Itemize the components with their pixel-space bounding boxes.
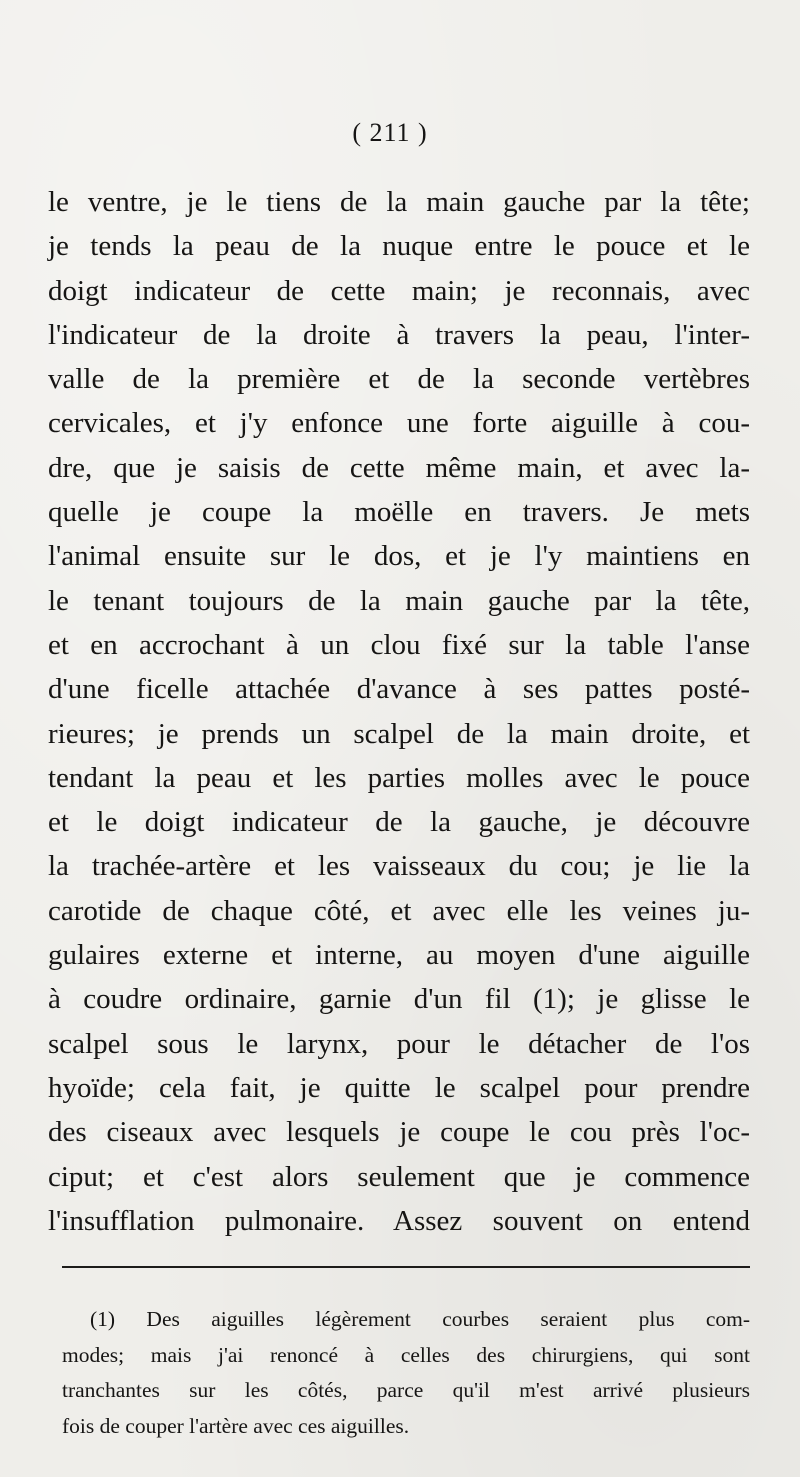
body-line: l'indicateur de la droite à travers la peau, l'inter- [48, 318, 750, 351]
body-line: l'insufflation pulmonaire. Assez souvent on entend [48, 1204, 750, 1237]
footnote-line: fois de couper l'artère avec ces aiguilles. [62, 1413, 410, 1438]
footnote-divider [62, 1266, 750, 1268]
body-line: carotide de chaque côté, et avec elle les veines ju- [48, 894, 750, 927]
body-line: hyoïde; cela fait, je quitte le scalpel pour prendre [48, 1071, 750, 1104]
body-line: valle de la première et de la seconde vertèbres [48, 363, 750, 396]
body-line: tendant la peau et les parties molles avec le pouce [48, 761, 750, 794]
body-line: et en accrochant à un clou fixé sur la table l'anse [48, 628, 750, 661]
body-line: scalpel sous le larynx, pour le détacher de l'os [48, 1027, 750, 1060]
body-line: à coudre ordinaire, garnie d'un fil (1); je glisse le [48, 983, 750, 1016]
body-line: gulaires externe et interne, au moyen d'une aiguille [48, 939, 750, 972]
body-line: cervicales, et j'y enfonce une forte aiguille à cou- [48, 407, 750, 440]
body-line: quelle je coupe la moëlle en travers. Je mets [48, 496, 750, 529]
body-line: ciput; et c'est alors seulement que je commence [48, 1160, 750, 1193]
footnote [62, 1302, 750, 1444]
body-line: je tends la peau de la nuque entre le pouce et le [48, 230, 750, 263]
body-line: le tenant toujours de la main gauche par la tête, [48, 584, 750, 617]
body-line: dre, que je saisis de cette même main, et avec la- [48, 451, 750, 484]
body-text [48, 180, 750, 1243]
body-line: doigt indicateur de cette main; je reconnais, avec [48, 274, 750, 307]
footnote-line: tranchantes sur les côtés, parce qu'il m'est arrivé plusieurs [62, 1378, 750, 1402]
body-line: et le doigt indicateur de la gauche, je découvre [48, 806, 750, 839]
body-line: d'une ficelle attachée d'avance à ses pattes posté- [48, 673, 750, 706]
body-line: l'animal ensuite sur le dos, et je l'y maintiens en [48, 540, 750, 573]
body-line: rieures; je prends un scalpel de la main droite, et [48, 717, 750, 750]
body-line: le ventre, je le tiens de la main gauche par la tête; [48, 186, 750, 218]
footnote-line: (1) Des aiguilles légèrement courbes seraient plus com- [90, 1307, 750, 1331]
footnote-line: modes; mais j'ai renoncé à celles des chirurgiens, qui sont [62, 1342, 750, 1367]
body-line: des ciseaux avec lesquels je coupe le cou près l'oc- [48, 1116, 750, 1149]
page-number: ( 211 ) [352, 118, 428, 147]
body-line: la trachée-artère et les vaisseaux du cou; je lie la [48, 850, 750, 883]
